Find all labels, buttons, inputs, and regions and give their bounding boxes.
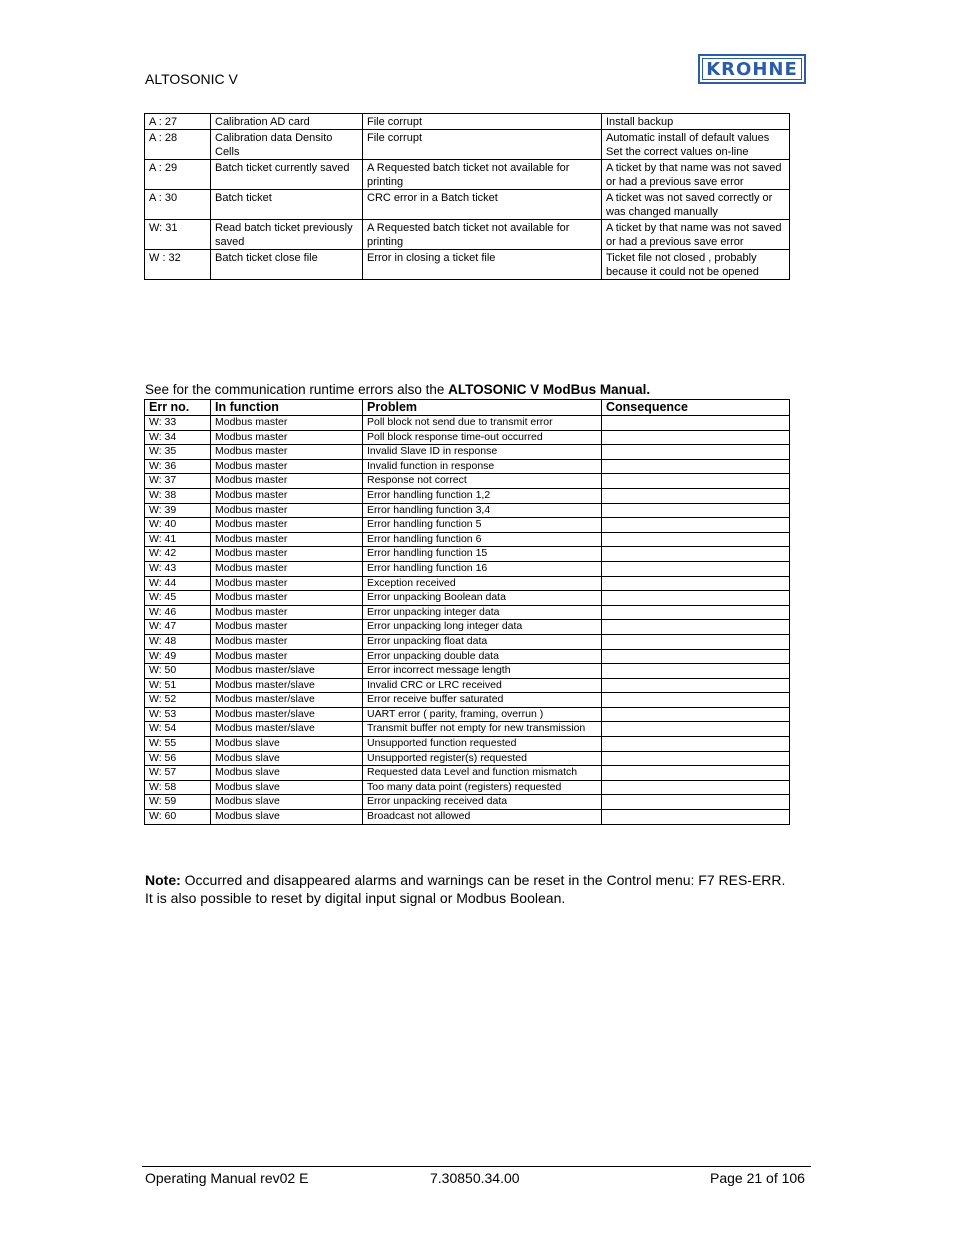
table-header-row <box>145 400 790 416</box>
consequence-cell <box>602 722 790 737</box>
problem-cell: File corrupt <box>363 130 602 160</box>
function-cell: Calibration AD card <box>211 114 363 130</box>
table-row <box>145 751 790 766</box>
err-no-cell: W: 50 <box>145 664 211 679</box>
table-row <box>145 561 790 576</box>
table-row <box>145 445 790 460</box>
problem-cell: Error handling function 6 <box>363 532 602 547</box>
function-cell: Batch ticket currently saved <box>211 160 363 190</box>
logo-text: KROHNE <box>702 58 802 80</box>
consequence-cell <box>602 795 790 810</box>
problem-cell: File corrupt <box>363 114 602 130</box>
intro-manual-ref: ALTOSONIC V ModBus Manual. <box>448 382 651 397</box>
err-no-cell: W: 60 <box>145 810 211 825</box>
consequence-cell: Automatic install of default values Set the correct values on-line <box>602 130 790 160</box>
err-no-cell: W: 47 <box>145 620 211 635</box>
err-no-cell: W: 48 <box>145 634 211 649</box>
problem-cell: UART error ( parity, framing, overrun ) <box>363 707 602 722</box>
problem-cell: Error unpacking Boolean data <box>363 591 602 606</box>
table-row <box>145 547 790 562</box>
err-no-cell: W: 38 <box>145 488 211 503</box>
err-no-cell: W: 57 <box>145 766 211 781</box>
table-row <box>145 780 790 795</box>
table-row <box>145 430 790 445</box>
problem-cell: Response not correct <box>363 474 602 489</box>
consequence-cell <box>602 780 790 795</box>
table-row <box>145 693 790 708</box>
table-row <box>145 795 790 810</box>
problem-cell: Error handling function 1,2 <box>363 488 602 503</box>
consequence-cell <box>602 576 790 591</box>
consequence-cell <box>602 430 790 445</box>
consequence-cell <box>602 503 790 518</box>
table-row <box>145 416 790 431</box>
problem-cell: Error unpacking long integer data <box>363 620 602 635</box>
consequence-cell <box>602 634 790 649</box>
err-no-cell: W: 59 <box>145 795 211 810</box>
err-no-cell: W: 33 <box>145 416 211 431</box>
function-cell: Modbus master <box>211 576 363 591</box>
table-row <box>145 707 790 722</box>
consequence-cell <box>602 474 790 489</box>
note-paragraph <box>145 871 790 907</box>
function-cell: Modbus slave <box>211 751 363 766</box>
note-label: Note: <box>145 872 181 888</box>
problem-cell: Unsupported register(s) requested <box>363 751 602 766</box>
problem-cell: Broadcast not allowed <box>363 810 602 825</box>
err-no-cell: W: 56 <box>145 751 211 766</box>
consequence-cell <box>602 547 790 562</box>
function-cell: Modbus master <box>211 474 363 489</box>
err-no-cell: W: 37 <box>145 474 211 489</box>
err-no-cell: W: 35 <box>145 445 211 460</box>
consequence-cell <box>602 664 790 679</box>
consequence-cell <box>602 591 790 606</box>
problem-cell: Error handling function 5 <box>363 518 602 533</box>
function-cell: Modbus master <box>211 518 363 533</box>
table-row <box>145 488 790 503</box>
function-cell: Modbus master <box>211 634 363 649</box>
consequence-cell <box>602 737 790 752</box>
table-row <box>145 130 790 160</box>
function-cell: Modbus slave <box>211 766 363 781</box>
function-cell: Modbus master <box>211 503 363 518</box>
table-row <box>145 591 790 606</box>
consequence-cell <box>602 693 790 708</box>
table-row <box>145 810 790 825</box>
table-row <box>145 722 790 737</box>
err-no-cell: W: 43 <box>145 561 211 576</box>
problem-cell: Requested data Level and function mismatch <box>363 766 602 781</box>
problem-cell: Error in closing a ticket file <box>363 250 602 280</box>
table-row <box>145 532 790 547</box>
err-no-cell: A : 28 <box>145 130 211 160</box>
consequence-cell: A ticket by that name was not saved or had a previous save error <box>602 160 790 190</box>
table-row <box>145 190 790 220</box>
function-cell: Modbus master <box>211 620 363 635</box>
table-row <box>145 503 790 518</box>
header-in-function: In function <box>211 400 363 416</box>
function-cell: Modbus master <box>211 649 363 664</box>
consequence-cell <box>602 707 790 722</box>
document-title: ALTOSONIC V <box>145 71 238 87</box>
intro-text <box>145 382 650 397</box>
problem-cell: CRC error in a Batch ticket <box>363 190 602 220</box>
err-no-cell: A : 30 <box>145 190 211 220</box>
consequence-cell <box>602 766 790 781</box>
consequence-cell <box>602 459 790 474</box>
function-cell: Modbus master <box>211 459 363 474</box>
header-problem: Problem <box>363 400 602 416</box>
function-cell: Modbus master <box>211 445 363 460</box>
err-no-cell: W: 53 <box>145 707 211 722</box>
err-no-cell: W: 42 <box>145 547 211 562</box>
table-row <box>145 605 790 620</box>
intro-plain: See for the communication runtime errors also the <box>145 382 449 397</box>
problem-cell: Invalid Slave ID in response <box>363 445 602 460</box>
consequence-cell <box>602 488 790 503</box>
header-consequence: Consequence <box>602 400 790 416</box>
table-row <box>145 634 790 649</box>
table-row <box>145 737 790 752</box>
table-row <box>145 678 790 693</box>
problem-cell: Unsupported function requested <box>363 737 602 752</box>
err-no-cell: W: 51 <box>145 678 211 693</box>
problem-cell: Error unpacking integer data <box>363 605 602 620</box>
consequence-cell: Install backup <box>602 114 790 130</box>
function-cell: Modbus master <box>211 488 363 503</box>
problem-cell: Poll block not send due to transmit error <box>363 416 602 431</box>
footer-doc-number: 7.30850.34.00 <box>430 1170 520 1186</box>
function-cell: Modbus master <box>211 532 363 547</box>
modbus-error-table <box>144 399 790 825</box>
function-cell: Modbus master <box>211 605 363 620</box>
footer-manual: Operating Manual rev02 E <box>145 1170 309 1186</box>
problem-cell: Invalid CRC or LRC received <box>363 678 602 693</box>
function-cell: Modbus master <box>211 591 363 606</box>
consequence-cell <box>602 532 790 547</box>
function-cell: Modbus master/slave <box>211 693 363 708</box>
problem-cell: A Requested batch ticket not available for printing <box>363 160 602 190</box>
err-no-cell: W: 44 <box>145 576 211 591</box>
function-cell: Modbus slave <box>211 780 363 795</box>
err-no-cell: W: 55 <box>145 737 211 752</box>
function-cell: Modbus slave <box>211 795 363 810</box>
function-cell: Calibration data Densito Cells <box>211 130 363 160</box>
footer-divider <box>142 1166 811 1167</box>
consequence-cell <box>602 649 790 664</box>
err-no-cell: W: 34 <box>145 430 211 445</box>
table-row <box>145 160 790 190</box>
table-row <box>145 620 790 635</box>
err-no-cell: W: 54 <box>145 722 211 737</box>
consequence-cell <box>602 416 790 431</box>
table-row <box>145 766 790 781</box>
consequence-cell: A ticket was not saved correctly or was changed manually <box>602 190 790 220</box>
problem-cell: A Requested batch ticket not available for printing <box>363 220 602 250</box>
err-no-cell: W: 41 <box>145 532 211 547</box>
problem-cell: Error unpacking float data <box>363 634 602 649</box>
err-no-cell: W: 52 <box>145 693 211 708</box>
function-cell: Modbus master <box>211 561 363 576</box>
function-cell: Modbus master/slave <box>211 678 363 693</box>
err-no-cell: A : 29 <box>145 160 211 190</box>
table-row <box>145 114 790 130</box>
krohne-logo <box>698 54 806 84</box>
table-row <box>145 664 790 679</box>
table-row <box>145 250 790 280</box>
table-row <box>145 459 790 474</box>
consequence-cell: A ticket by that name was not saved or had a previous save error <box>602 220 790 250</box>
consequence-cell <box>602 445 790 460</box>
consequence-cell <box>602 605 790 620</box>
table-row <box>145 649 790 664</box>
problem-cell: Error incorrect message length <box>363 664 602 679</box>
err-no-cell: W: 36 <box>145 459 211 474</box>
consequence-cell <box>602 518 790 533</box>
err-no-cell: W : 32 <box>145 250 211 280</box>
problem-cell: Invalid function in response <box>363 459 602 474</box>
function-cell: Batch ticket close file <box>211 250 363 280</box>
consequence-cell <box>602 751 790 766</box>
function-cell: Modbus slave <box>211 810 363 825</box>
consequence-cell <box>602 561 790 576</box>
table-row <box>145 220 790 250</box>
problem-cell: Too many data point (registers) requested <box>363 780 602 795</box>
function-cell: Modbus master/slave <box>211 664 363 679</box>
problem-cell: Error unpacking received data <box>363 795 602 810</box>
err-no-cell: W: 40 <box>145 518 211 533</box>
problem-cell: Exception received <box>363 576 602 591</box>
table-row <box>145 474 790 489</box>
problem-cell: Error unpacking double data <box>363 649 602 664</box>
function-cell: Modbus master/slave <box>211 707 363 722</box>
problem-cell: Error receive buffer saturated <box>363 693 602 708</box>
problem-cell: Error handling function 16 <box>363 561 602 576</box>
err-no-cell: W: 45 <box>145 591 211 606</box>
problem-cell: Error handling function 3,4 <box>363 503 602 518</box>
table-row <box>145 518 790 533</box>
problem-cell: Poll block response time-out occurred <box>363 430 602 445</box>
function-cell: Modbus slave <box>211 737 363 752</box>
function-cell: Modbus master/slave <box>211 722 363 737</box>
alarm-table <box>144 113 790 280</box>
footer-page-number: Page 21 of 106 <box>710 1170 805 1186</box>
function-cell: Modbus master <box>211 430 363 445</box>
consequence-cell <box>602 810 790 825</box>
problem-cell: Transmit buffer not empty for new transmission <box>363 722 602 737</box>
err-no-cell: W: 49 <box>145 649 211 664</box>
err-no-cell: A : 27 <box>145 114 211 130</box>
consequence-cell: Ticket file not closed , probably because it could not be opened <box>602 250 790 280</box>
consequence-cell <box>602 678 790 693</box>
table-row <box>145 576 790 591</box>
err-no-cell: W: 46 <box>145 605 211 620</box>
header-err-no: Err no. <box>145 400 211 416</box>
err-no-cell: W: 31 <box>145 220 211 250</box>
err-no-cell: W: 58 <box>145 780 211 795</box>
err-no-cell: W: 39 <box>145 503 211 518</box>
function-cell: Read batch ticket previously saved <box>211 220 363 250</box>
note-text: Occurred and disappeared alarms and warnings can be reset in the Control menu: F7 RES-ERR. It is also possible to reset by digital input signal or Modbus Boolean. <box>145 872 786 906</box>
function-cell: Modbus master <box>211 416 363 431</box>
function-cell: Batch ticket <box>211 190 363 220</box>
consequence-cell <box>602 620 790 635</box>
problem-cell: Error handling function 15 <box>363 547 602 562</box>
function-cell: Modbus master <box>211 547 363 562</box>
